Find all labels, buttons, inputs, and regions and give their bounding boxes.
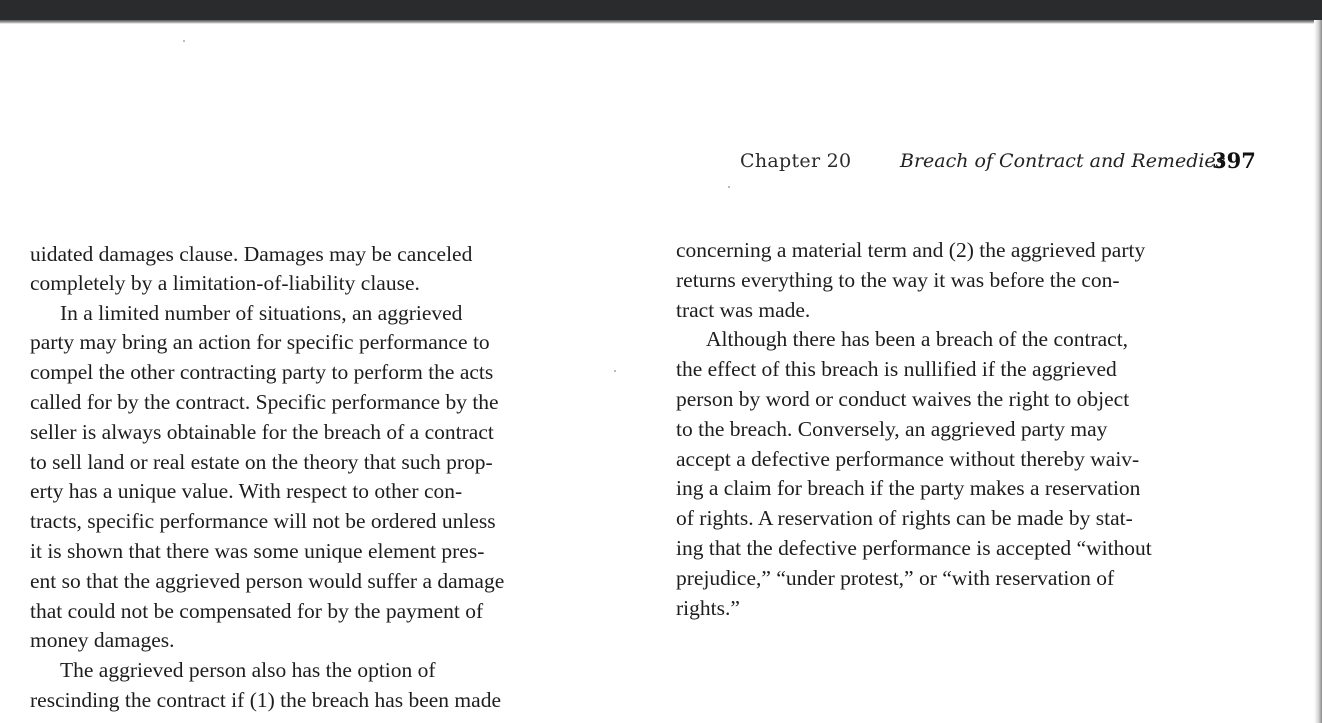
text-line: that could not be compensated for by the payment of (30, 598, 484, 623)
text-line: returns everything to the way it was before the con- (676, 267, 1120, 292)
text-line: compel the other contracting party to perform the acts (30, 360, 494, 385)
text-line: tracts, specific performance will not be ordered unless (30, 509, 496, 534)
paragraph-first-line: Although there has been a breach of the contract, (706, 327, 1129, 352)
paragraph-first-line: In a limited number of situations, an aggrieved (60, 300, 463, 325)
text-line: concerning a material term and (2) the aggrieved party (676, 238, 1146, 262)
text-line: called for by the contract. Specific performance by the (30, 389, 499, 414)
text-line: accept a defective performance without thereby waiv- (676, 446, 1140, 471)
top-bar-shadow (0, 20, 1322, 24)
text-line: rescinding the contract if (1) the breach has been made (30, 687, 501, 712)
text-line: it is shown that there was some unique element pres- (30, 538, 485, 563)
text-line: the effect of this breach is nullified if the aggrieved (676, 357, 1117, 382)
text-line: rights.” (676, 595, 740, 620)
text-line: to sell land or real estate on the theory that such prop- (30, 449, 493, 474)
chapter-label: Chapter 20 (740, 150, 852, 172)
scan-speck (728, 186, 730, 188)
text-line: person by word or conduct waives the right to object (676, 386, 1130, 411)
text-line: ing that the defective performance is accepted “without (676, 535, 1152, 560)
scan-speck (183, 40, 185, 42)
left-text-column (30, 236, 630, 716)
text-line: uidated damages clause. Damages may be canceled (30, 242, 473, 266)
text-line: ent so that the aggrieved person would suffer a damage (30, 568, 505, 593)
right-text-column (676, 236, 1286, 623)
text-line: of rights. A reservation of rights can be made by stat- (676, 506, 1133, 531)
text-line: ing a claim for breach if the party makes a reservation (676, 476, 1141, 501)
text-line: money damages. (30, 628, 175, 653)
page-number: 397 (1212, 148, 1256, 173)
text-line: to the breach. Conversely, an aggrieved party may (676, 416, 1108, 441)
viewer-top-bar (0, 0, 1322, 20)
paragraph-first-line: The aggrieved person also has the option of (60, 658, 436, 683)
text-line: prejudice,” “under protest,” or “with reservation of (676, 565, 1115, 590)
text-line: completely by a limitation-of-liability clause. (30, 270, 420, 295)
text-line: party may bring an action for specific performance to (30, 330, 490, 355)
chapter-title: Breach of Contract and Remedies (900, 150, 1226, 172)
page-right-edge-shadow (1314, 20, 1322, 723)
text-line: erty has a unique value. With respect to other con- (30, 479, 463, 504)
text-line: tract was made. (676, 297, 811, 322)
text-line: seller is always obtainable for the breach of a contract (30, 419, 494, 444)
